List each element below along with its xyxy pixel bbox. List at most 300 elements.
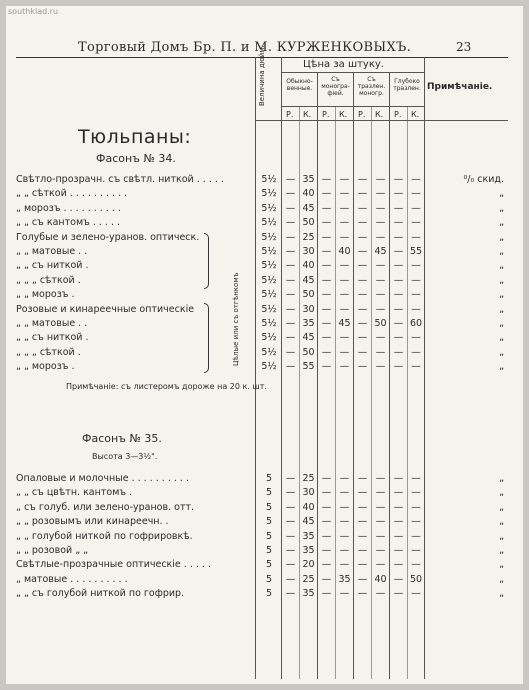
row-label: „ „ морозъ .: [16, 361, 75, 373]
cell-c2-r: —: [321, 174, 332, 185]
row-label: „ „ сѣткой . . . . . . . . . .: [16, 188, 128, 200]
cell-c2-r: —: [321, 260, 332, 272]
cell-c1-k: 50: [302, 217, 315, 229]
cell-c1-r: —: [285, 318, 296, 329]
cell-c4-r: —: [393, 174, 404, 185]
cell-c2-r: —: [321, 274, 332, 286]
cell-size: 5: [265, 545, 273, 556]
cell-c1-r: —: [285, 516, 296, 528]
cell-c4-r: —: [393, 260, 404, 272]
cell-c1-k: 35: [302, 545, 315, 556]
cell-c1-k: 35: [302, 588, 315, 600]
cell-c2-k: —: [339, 188, 350, 200]
cell-c2-r: —: [321, 246, 332, 257]
cell-remark: „: [499, 188, 504, 200]
cell-size: 5: [265, 573, 273, 585]
cell-c1-r: —: [285, 346, 296, 358]
cell-c4-r: —: [393, 332, 404, 344]
cell-remark: „: [499, 332, 504, 344]
table-row: [6, 232, 523, 246]
cell-c2-r: —: [321, 361, 332, 373]
fason-34-note: Примѣчаніе: съ листеромъ дороже на 20 к. шт.: [66, 382, 267, 391]
cell-c4-k: —: [411, 346, 421, 358]
cell-c1-k: 45: [302, 516, 315, 528]
column-header-c4: Глубоко тразлен.: [393, 78, 421, 92]
cell-c1-k: 35: [302, 174, 315, 185]
cell-c4-k: —: [411, 588, 421, 600]
cell-c1-k: 30: [302, 246, 315, 257]
cell-c2-k: —: [339, 217, 350, 229]
group-brace: [204, 233, 209, 289]
table-row: [6, 188, 523, 202]
cell-c2-r: —: [321, 289, 332, 301]
row-label: „ „ матовые . .: [16, 246, 88, 257]
cell-size: 5½: [261, 289, 277, 301]
cell-c1-k: 50: [302, 346, 315, 358]
cell-size: 5½: [261, 303, 277, 315]
unit-k: К.: [339, 110, 348, 119]
unit-k: К.: [411, 110, 420, 119]
row-label: Свѣтлые-прозрачные оптическіе . . . . .: [16, 559, 211, 571]
row-label: „ „ съ ниткой .: [16, 260, 89, 272]
cell-c3-k: 50: [374, 318, 387, 329]
cell-size: 5½: [261, 217, 277, 229]
cell-c4-k: —: [411, 174, 421, 185]
cell-c3-k: —: [375, 588, 386, 600]
cell-c1-r: —: [285, 332, 296, 344]
cell-c3-k: —: [375, 274, 386, 286]
cell-c2-k: —: [339, 174, 350, 185]
cell-size: 5: [265, 501, 273, 513]
cell-c4-r: —: [393, 274, 404, 286]
cell-remark: „: [499, 516, 504, 528]
cell-c2-r: —: [321, 573, 332, 585]
cell-c4-k: —: [411, 231, 421, 243]
cell-c2-k: 45: [338, 318, 351, 329]
cell-remark: ⁰/₀ скид.: [463, 174, 504, 185]
table-row: [6, 217, 523, 231]
table-row: [6, 473, 523, 487]
group-brace: [204, 303, 209, 373]
cell-c3-k: —: [375, 530, 386, 542]
row-label: Свѣтло-прозрачн. съ свѣтл. ниткой . . . . .: [16, 174, 224, 185]
row-label: „ „ „ сѣткой .: [16, 346, 81, 358]
cell-c2-r: —: [321, 530, 332, 542]
cell-size: 5½: [261, 202, 277, 214]
cell-c4-r: —: [393, 545, 404, 556]
cell-c2-k: —: [339, 231, 350, 243]
cell-size: 5: [265, 487, 273, 499]
cell-c1-r: —: [285, 202, 296, 214]
table-row: [6, 502, 523, 516]
cell-c2-k: —: [339, 274, 350, 286]
cell-c1-k: 40: [302, 501, 315, 513]
cell-c3-r: —: [357, 501, 368, 513]
cell-size: 5½: [261, 174, 277, 185]
cell-c3-r: —: [357, 588, 368, 600]
row-label: „ „ съ кантомъ . . . . .: [16, 217, 121, 229]
cell-c3-r: —: [357, 473, 368, 484]
cell-c3-r: —: [357, 217, 368, 229]
table-row: [6, 275, 523, 289]
cell-c1-k: 40: [302, 260, 315, 272]
cell-c3-r: —: [357, 303, 368, 315]
cell-c3-r: —: [357, 174, 368, 185]
cell-c2-k: —: [339, 332, 350, 344]
cell-size: 5½: [261, 346, 277, 358]
row-label: „ „ матовые . .: [16, 318, 88, 329]
fason-35-height: Высота 3—3½".: [92, 452, 158, 461]
cell-size: 5: [265, 473, 273, 484]
cell-c1-k: 45: [302, 332, 315, 344]
cell-c4-k: —: [411, 303, 421, 315]
cell-c2-k: —: [339, 487, 350, 499]
unit-r: Р.: [322, 110, 330, 119]
cell-c2-r: —: [321, 217, 332, 229]
cell-c4-r: —: [393, 530, 404, 542]
cell-c4-k: —: [411, 545, 421, 556]
table-rule: [255, 120, 508, 121]
cell-c3-r: —: [357, 361, 368, 373]
table-row: [6, 318, 523, 332]
cell-remark: „: [499, 501, 504, 513]
cell-c2-r: —: [321, 202, 332, 214]
cell-c3-k: —: [375, 260, 386, 272]
table-row: [6, 545, 523, 559]
cell-c1-k: 55: [302, 361, 315, 373]
cell-c3-k: —: [375, 545, 386, 556]
cell-size: 5½: [261, 246, 277, 257]
cell-c4-r: —: [393, 559, 404, 571]
cell-c2-r: —: [321, 188, 332, 200]
cell-c2-k: 35: [338, 573, 351, 585]
unit-r: Р.: [358, 110, 366, 119]
unit-r: Р.: [286, 110, 294, 119]
cell-remark: „: [499, 545, 504, 556]
unit-k: К.: [375, 110, 384, 119]
cell-c1-r: —: [285, 289, 296, 301]
cell-c3-r: —: [357, 332, 368, 344]
cell-c2-r: —: [321, 487, 332, 499]
fason-34-title: Фасонъ № 34.: [96, 152, 176, 165]
cell-c2-r: —: [321, 231, 332, 243]
table-row: [6, 174, 523, 188]
cell-c3-r: —: [357, 188, 368, 200]
cell-c4-r: —: [393, 318, 404, 329]
cell-c2-k: —: [339, 516, 350, 528]
cell-c2-k: —: [339, 346, 350, 358]
cell-c3-r: —: [357, 573, 368, 585]
cell-c3-r: —: [357, 487, 368, 499]
cell-c4-k: —: [411, 260, 421, 272]
cell-remark: „: [499, 318, 504, 329]
cell-c1-r: —: [285, 260, 296, 272]
row-label: „ „ съ цвѣтн. кантомъ .: [16, 487, 133, 499]
cell-remark: „: [499, 530, 504, 542]
column-header-c1: Обыкно-венные.: [286, 78, 313, 92]
cell-c3-r: —: [357, 202, 368, 214]
cell-c2-k: —: [339, 501, 350, 513]
cell-remark: „: [499, 303, 504, 315]
table-rule: [281, 72, 424, 73]
cell-c4-k: —: [411, 473, 421, 484]
cell-c4-r: —: [393, 231, 404, 243]
column-header-remark: Примѣчаніе.: [427, 82, 493, 92]
cell-c1-r: —: [285, 588, 296, 600]
cell-c2-k: —: [339, 588, 350, 600]
cell-c3-r: —: [357, 530, 368, 542]
cell-remark: „: [499, 588, 504, 600]
row-label: „ матовые . . . . . . . . . .: [16, 573, 128, 585]
cell-c3-k: —: [375, 361, 386, 373]
table-row: [6, 361, 523, 375]
cell-c2-r: —: [321, 588, 332, 600]
cell-c4-r: —: [393, 487, 404, 499]
cell-remark: „: [499, 289, 504, 301]
cell-c3-k: —: [375, 516, 386, 528]
cell-c4-r: —: [393, 289, 404, 301]
cell-remark: „: [499, 559, 504, 571]
cell-size: 5½: [261, 274, 277, 286]
cell-c3-k: —: [375, 202, 386, 214]
cell-c2-k: —: [339, 530, 350, 542]
unit-k: К.: [303, 110, 312, 119]
row-label: Опаловые и молочные . . . . . . . . . .: [16, 473, 189, 484]
cell-c2-k: 40: [338, 246, 351, 257]
cell-c4-r: —: [393, 188, 404, 200]
cell-c4-k: —: [411, 361, 421, 373]
cell-c4-k: —: [411, 274, 421, 286]
cell-c3-k: —: [375, 217, 386, 229]
cell-size: 5½: [261, 361, 277, 373]
unit-r: Р.: [394, 110, 402, 119]
cell-c4-r: —: [393, 217, 404, 229]
cell-c1-k: 25: [302, 573, 315, 585]
cell-c1-r: —: [285, 573, 296, 585]
table-row: [6, 574, 523, 588]
row-label: „ „ „ сѣткой .: [16, 274, 81, 286]
table-row: [6, 487, 523, 501]
page-header-title: Торговый Домъ Бр. П. и М. КУРЖЕНКОВЫХЪ.: [78, 40, 412, 55]
column-header-price: Цѣна за штуку.: [303, 59, 384, 70]
cell-c2-r: —: [321, 473, 332, 484]
cell-c1-k: 25: [302, 231, 315, 243]
cell-remark: „: [499, 487, 504, 499]
row-label: „ съ голуб. или зелено-уранов. отт.: [16, 501, 195, 513]
cell-c1-k: 45: [302, 274, 315, 286]
table-row: [6, 304, 523, 318]
cell-remark: „: [499, 573, 504, 585]
cell-c1-r: —: [285, 530, 296, 542]
row-label: Голубые и зелено-уранов. оптическ.: [16, 231, 200, 243]
cell-c3-r: —: [357, 246, 368, 257]
cell-c4-k: —: [411, 530, 421, 542]
cell-c3-r: —: [357, 559, 368, 571]
cell-c4-k: —: [411, 559, 421, 571]
table-row: [6, 203, 523, 217]
row-label: „ морозъ . . . . . . . . . .: [16, 202, 121, 214]
table-row: [6, 531, 523, 545]
watermark: southklad.ru: [8, 7, 59, 16]
table-row: [6, 347, 523, 361]
column-header-c3: Съ тразлен. моногр.: [357, 76, 386, 97]
cell-c1-r: —: [285, 487, 296, 499]
cell-c4-k: —: [411, 487, 421, 499]
cell-remark: „: [499, 274, 504, 286]
cell-c1-r: —: [285, 231, 296, 243]
cell-c3-r: —: [357, 346, 368, 358]
cell-remark: „: [499, 473, 504, 484]
cell-c4-r: —: [393, 573, 404, 585]
cell-c1-k: 35: [302, 530, 315, 542]
cell-c3-k: —: [375, 174, 386, 185]
cell-c1-r: —: [285, 559, 296, 571]
cell-remark: „: [499, 246, 504, 257]
cell-size: 5½: [261, 260, 277, 272]
cell-c2-k: —: [339, 473, 350, 484]
cell-c3-k: —: [375, 473, 386, 484]
cell-c4-k: —: [411, 516, 421, 528]
cell-remark: „: [499, 260, 504, 272]
table-row: [6, 559, 523, 573]
table-row: [6, 289, 523, 303]
row-label: „ „ морозъ .: [16, 289, 75, 301]
fason-35-title: Фасонъ № 35.: [82, 432, 162, 445]
cell-c1-r: —: [285, 246, 296, 257]
cell-c2-r: —: [321, 318, 332, 329]
cell-c1-r: —: [285, 545, 296, 556]
row-label: „ „ розовымъ или кинареечн. .: [16, 516, 169, 528]
cell-remark: „: [499, 361, 504, 373]
column-header-c2: Съ моногра-фіей.: [321, 76, 350, 97]
cell-c1-r: —: [285, 303, 296, 315]
cell-c2-k: —: [339, 303, 350, 315]
cell-c1-r: —: [285, 174, 296, 185]
cell-c2-r: —: [321, 545, 332, 556]
table-row: [6, 588, 523, 602]
row-label: Розовые и кинареечные оптическіе: [16, 303, 195, 315]
cell-c4-r: —: [393, 246, 404, 257]
cell-c2-k: —: [339, 545, 350, 556]
cell-c2-r: —: [321, 346, 332, 358]
cell-c1-k: 25: [302, 473, 315, 484]
cell-c4-r: —: [393, 202, 404, 214]
cell-c4-k: —: [411, 501, 421, 513]
cell-c3-k: —: [375, 289, 386, 301]
group-label: Цѣлые или съ отгѣнкомъ: [232, 272, 240, 366]
table-row: [6, 260, 523, 274]
cell-c4-r: —: [393, 516, 404, 528]
cell-c4-r: —: [393, 346, 404, 358]
cell-c3-k: —: [375, 231, 386, 243]
cell-c2-k: —: [339, 361, 350, 373]
cell-c1-k: 30: [302, 303, 315, 315]
cell-size: 5: [265, 516, 273, 528]
cell-c4-k: —: [411, 202, 421, 214]
cell-c2-r: —: [321, 516, 332, 528]
cell-c2-r: —: [321, 303, 332, 315]
table-row: [6, 332, 523, 346]
cell-c3-k: —: [375, 559, 386, 571]
cell-remark: „: [499, 231, 504, 243]
section-title: Тюльпаны:: [78, 126, 192, 148]
cell-c3-k: —: [375, 188, 386, 200]
cell-c3-r: —: [357, 274, 368, 286]
catalog-page: [6, 6, 523, 684]
cell-c4-r: —: [393, 501, 404, 513]
cell-c3-k: —: [375, 346, 386, 358]
cell-size: 5½: [261, 332, 277, 344]
table-rule: [281, 106, 424, 107]
cell-c4-k: —: [411, 217, 421, 229]
cell-c2-k: —: [339, 289, 350, 301]
cell-c1-r: —: [285, 188, 296, 200]
cell-size: 5: [265, 588, 273, 600]
cell-c3-r: —: [357, 231, 368, 243]
cell-c3-r: —: [357, 516, 368, 528]
row-label: „ „ розовой „ „: [16, 545, 89, 556]
page-number: 23: [456, 40, 472, 54]
cell-remark: „: [499, 217, 504, 229]
cell-c1-k: 40: [302, 188, 315, 200]
table-row: [6, 246, 523, 260]
cell-size: 5½: [261, 318, 277, 329]
cell-c1-k: 35: [302, 318, 315, 329]
table-row: [6, 516, 523, 530]
cell-size: 5½: [261, 231, 277, 243]
cell-c1-k: 45: [302, 202, 315, 214]
cell-c3-k: —: [375, 332, 386, 344]
cell-c4-k: 60: [409, 318, 423, 329]
cell-c3-k: 40: [374, 573, 387, 585]
cell-c1-r: —: [285, 217, 296, 229]
cell-c1-r: —: [285, 361, 296, 373]
cell-c3-k: —: [375, 487, 386, 499]
cell-remark: „: [499, 346, 504, 358]
row-label: „ „ съ голубой ниткой по гофрир.: [16, 588, 185, 600]
column-header-size: Величина дюйм.: [258, 45, 266, 106]
cell-c1-k: 50: [302, 289, 315, 301]
cell-c4-r: —: [393, 361, 404, 373]
cell-c4-r: —: [393, 303, 404, 315]
cell-c4-k: —: [411, 332, 421, 344]
cell-size: 5½: [261, 188, 277, 200]
cell-c2-r: —: [321, 332, 332, 344]
cell-c1-r: —: [285, 274, 296, 286]
cell-c2-r: —: [321, 559, 332, 571]
cell-c3-r: —: [357, 545, 368, 556]
cell-c4-r: —: [393, 473, 404, 484]
cell-c4-k: —: [411, 188, 421, 200]
cell-c4-k: —: [411, 289, 421, 301]
cell-c4-k: 50: [409, 573, 423, 585]
cell-c2-k: —: [339, 559, 350, 571]
cell-c1-r: —: [285, 501, 296, 513]
cell-c3-k: —: [375, 501, 386, 513]
cell-c3-r: —: [357, 318, 368, 329]
cell-c3-k: —: [375, 303, 386, 315]
cell-c1-k: 20: [302, 559, 315, 571]
cell-c3-r: —: [357, 289, 368, 301]
cell-c2-k: —: [339, 202, 350, 214]
row-label: „ „ съ ниткой .: [16, 332, 89, 344]
cell-remark: „: [499, 202, 504, 214]
cell-c2-k: —: [339, 260, 350, 272]
cell-size: 5: [265, 530, 273, 542]
cell-c1-r: —: [285, 473, 296, 484]
cell-c2-r: —: [321, 501, 332, 513]
cell-c4-r: —: [393, 588, 404, 600]
